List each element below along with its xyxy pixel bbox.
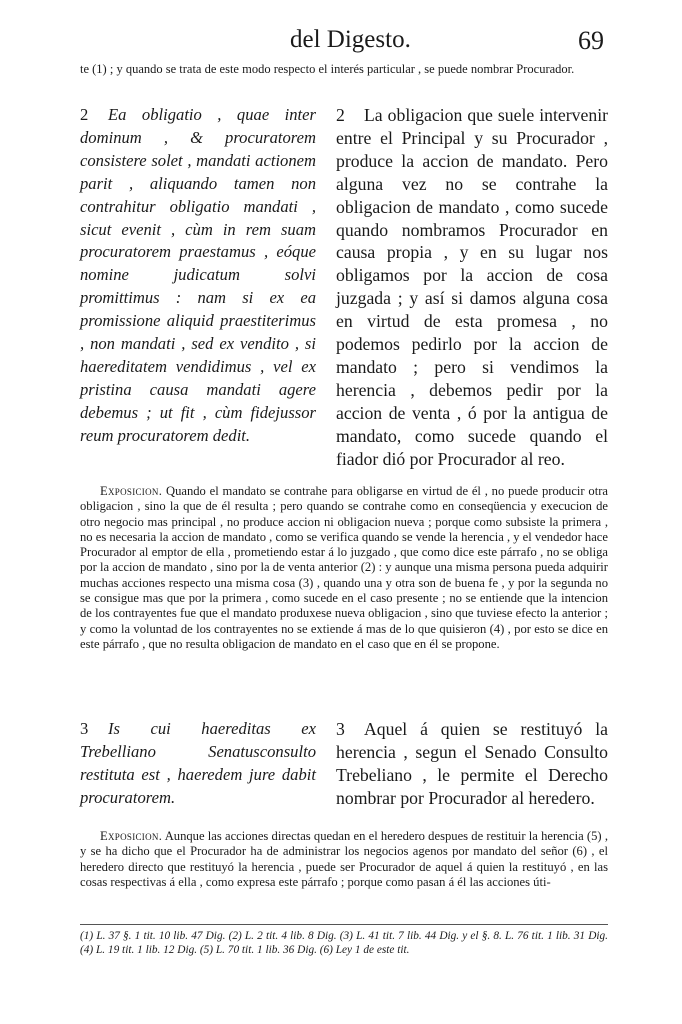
running-title: del Digesto. (290, 26, 411, 53)
latin-paragraph-2 (80, 104, 316, 448)
exposicion-label: Exposicion. (100, 829, 163, 843)
exposicion-text: Quando el mandato se contrahe para obligarse en virtud de él , no puede producir otra obligacion , sino la que de él resulta ; pero quando se contrahe como en conseqüencia y execucion de otro negocio mas principal , no produce accion ni obligacion nueva ; porque como subsiste la primera , no es necesaria la accion de mandato , como se verifica quando se vende la herencia , y el vendedor hace Procurador al emptor de ella , prometiendo estar á lo juzgado , que como dice este párrafo , no se obliga por la accion de mandato , sino por la de venta anterior (2) : y aunque una misma persona pueda adquirir muchas acciones respecto una misma cosa (3) , quando una y otra son de buena fe , y por la segunda no se consigue mas que por la primera , como sucede en el caso presente ; no se entiende que la intencion de los contrayentes fue que el mandato produxese nueva obligacion , sino que tuviese efecto la anterior ; y como la voluntad de los contrayentes no se extiende á mas de lo que quisieron (4) , por esto se dice en este párrafo , que no resulta obligacion de mandato en el caso que en él se propone. (80, 484, 608, 651)
exposicion-1 (80, 484, 608, 652)
exposicion-2 (80, 829, 608, 890)
paragraph-number: 2 (80, 105, 89, 124)
page-number: 69 (578, 26, 604, 55)
paragraph-number: 2 (336, 105, 345, 125)
spanish-paragraph-2 (336, 104, 608, 471)
paragraph-number: 3 (80, 719, 89, 738)
carry-over-text: te (1) ; y quando se trata de este modo respecto el interés particular , se puede nombrar Procurador. (80, 62, 575, 76)
page-header (80, 26, 608, 56)
spanish-text: Aquel á quien se restituyó la herencia , segun el Senado Consulto Trebeliano , le permite el Derecho nombrar por Procurador al heredero. (336, 719, 608, 808)
latin-text: Ea obligatio , quae inter dominum , & procuratorem consistere solet , mandati actionem parit , aliquando tamen non contrahitur obligatio mandati , sicut evenit , cùm in rem suam procuratorem praestamus , eóque nomine judicatum solvi promittimus : nam si ex ea promissione aliquid praestiterimus , non mandati , sed ex vendito , si haereditatem vendidimus , vel ex pristina causa mandati agere debemus ; ut fit , cùm fidejussor reum procuratorem dedit. (80, 105, 316, 445)
exposicion-text: Aunque las acciones directas quedan en el heredero despues de restituir la herencia (5) , y se ha dicho que el Procurador ha de administrar los negocios agenos por mandato del señor (6) , el heredero directo que restituyó la herencia , puede ser Procurador de aquel á quien la restituyó , en las cosas respectivas á ella , como expresa este párrafo ; porque como pasan á él las acciones úti- (80, 829, 608, 889)
exposicion-label: Exposicion. (100, 484, 163, 498)
latin-text: Is cui haereditas ex Trebelliano Senatusconsulto restituta est , haeredem jure dabit procuratorem. (80, 719, 316, 807)
footnotes: (1) L. 37 §. 1 tit. 10 lib. 47 Dig. (2) L. 2 tit. 4 lib. 8 Dig. (3) L. 41 tit. 7 lib. 44 Dig. y el §. 8. L. 76 tit. 1 lib. 31 Dig. (4) L. 19 tit. 1 lib. 12 Dig. (5) L. 70 tit. 1 lib. 36 Dig. (6) Ley 1 de este tit. (80, 930, 608, 956)
footnote-divider (80, 924, 608, 925)
paragraph-number: 3 (336, 719, 345, 739)
spanish-paragraph-3 (336, 718, 608, 810)
latin-paragraph-3 (80, 718, 316, 810)
spanish-text: La obligacion que suele intervenir entre el Principal y su Procurador , produce la accion de mandato. Pero alguna vez no se contrahe la obligacion de mandato , como sucede quando nombramos Procurador en causa propia , y en su lugar nos obligamos por la accion de cosa juzgada ; y así si damos alguna cosa en virtud de esta promesa , no podemos pedirlo por la accion de mandato ; pero si vendimos la herencia , debemos pedir por la accion de venta , ó por la antigua de mandato, como sucede quando el fiador dió por Procurador al reo. (336, 105, 608, 469)
